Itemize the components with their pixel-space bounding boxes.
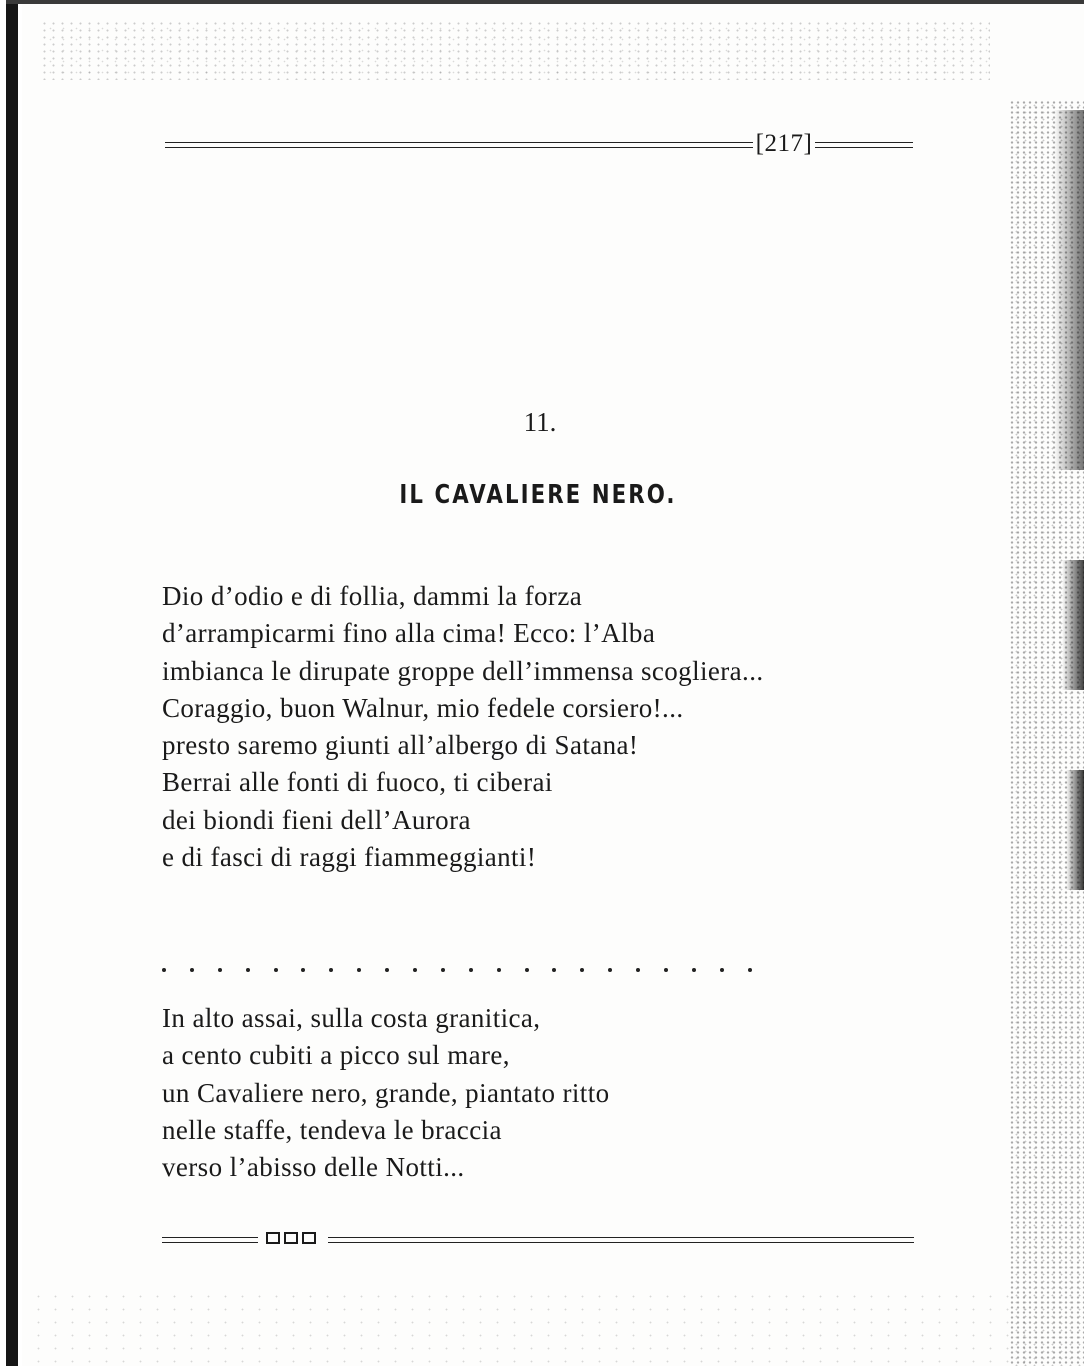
page-number: [217] [755, 130, 813, 157]
verse-line: e di fasci di raggi fiammeggianti! [162, 842, 537, 873]
ellipsis-dot [246, 968, 250, 972]
scan-noise-bottom [30, 1290, 1030, 1366]
ellipsis-dot [580, 968, 584, 972]
footer-rule-left [162, 1237, 258, 1243]
scan-shadow-right [1066, 770, 1084, 890]
footer-rule-right [328, 1237, 914, 1243]
ellipsis-dot [190, 968, 194, 972]
ellipsis-dot [636, 968, 640, 972]
verse-line: In alto assai, sulla costa granitica, [162, 1003, 541, 1033]
ellipsis-dot [274, 968, 278, 972]
ellipsis-dot [385, 968, 389, 972]
poem-number: 11. [523, 407, 557, 437]
ellipsis-dot [497, 968, 501, 972]
binding-shadow-line [6, 4, 18, 1366]
verse-line: presto saremo giunti all’albergo di Satana! [162, 730, 639, 761]
ellipsis-dot [692, 968, 696, 972]
verse-line: nelle staffe, tendeva le braccia [162, 1114, 502, 1145]
verse-line: un Cavaliere nero, grande, piantato ritto [162, 1077, 610, 1108]
ellipsis-dot [413, 968, 417, 972]
ellipsis-dot [218, 968, 222, 972]
verse-line: imbianca le dirupate groppe dell’immensa scogliera... [162, 655, 764, 686]
verse-line: a cento cubiti a picco sul mare, [162, 1040, 510, 1071]
page-footer [162, 1229, 914, 1251]
page-header [165, 131, 913, 157]
poem-title: IL CAVALIERE NERO. [399, 480, 677, 510]
ellipsis-dot [748, 968, 752, 972]
three-squares-ornament-icon [266, 1232, 316, 1244]
scan-shadow-right [1054, 110, 1084, 470]
square-icon [302, 1232, 316, 1244]
ellipsis-dot [608, 968, 612, 972]
ellipsis-dot [162, 968, 166, 972]
ellipsis-dot [301, 968, 305, 972]
verse-line: Coraggio, buon Walnur, mio fedele corsiero!... [162, 692, 684, 723]
verse-line: verso l’abisso delle Notti... [162, 1152, 465, 1183]
ellipsis-dot [357, 968, 361, 972]
verse-line: Dio d’odio e di follia, dammi la forza [162, 581, 583, 611]
verse-line: d’arrampicarmi fino alla cima! Ecco: l’Alba [162, 618, 656, 649]
header-rule-right [815, 142, 913, 148]
ellipsis-dot [552, 968, 556, 972]
verse-ellipsis-separator [162, 968, 752, 988]
stanza-1 [162, 578, 764, 876]
scan-shadow-right [1062, 560, 1084, 690]
ellipsis-dot [469, 968, 473, 972]
ellipsis-dot [441, 968, 445, 972]
ellipsis-dot [664, 968, 668, 972]
verse-line: Berrai alle fonti di fuoco, ti ciberai [162, 767, 553, 798]
square-icon [266, 1232, 280, 1244]
header-rule-left [165, 142, 753, 148]
ellipsis-dot [329, 968, 333, 972]
ellipsis-dot [720, 968, 724, 972]
ellipsis-dot [525, 968, 529, 972]
stanza-2 [162, 1000, 610, 1186]
verse-line: dei biondi fieni dell’Aurora [162, 804, 471, 835]
scan-noise-top [40, 20, 990, 80]
scan-top-edge [6, 0, 1084, 4]
square-icon [284, 1232, 298, 1244]
